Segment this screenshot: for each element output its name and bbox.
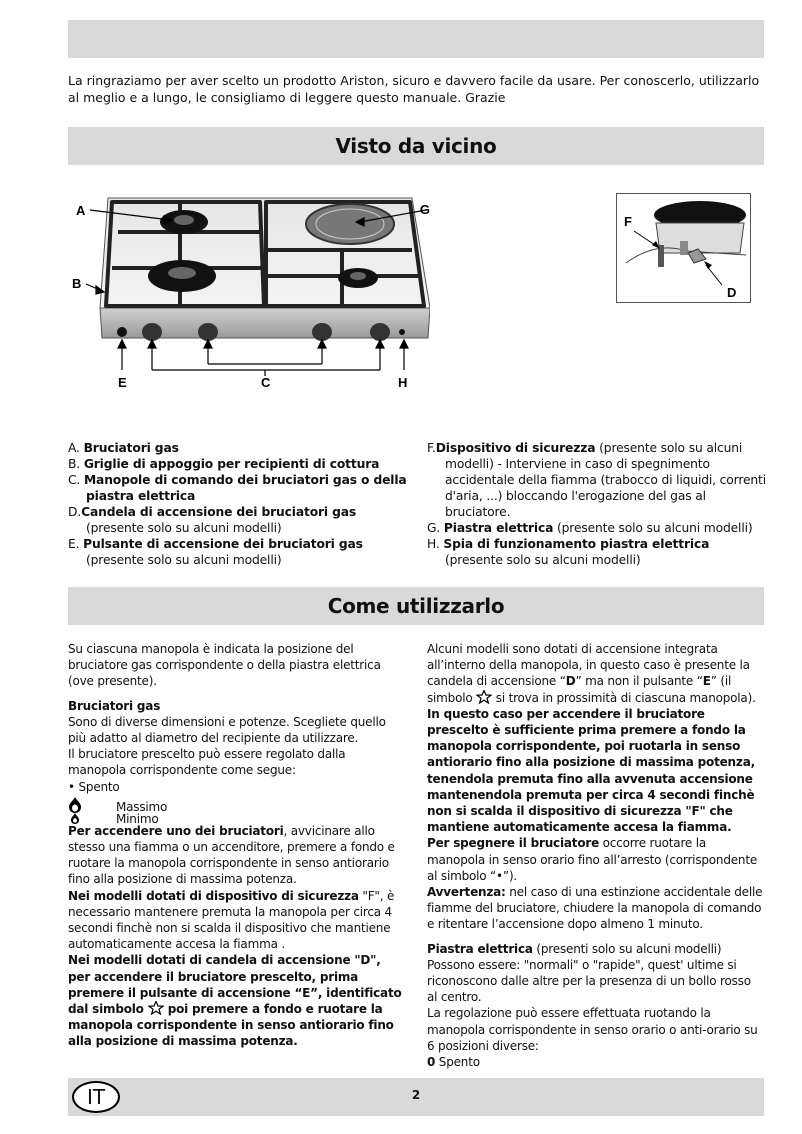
- footer-bar: [68, 1078, 764, 1116]
- diagram-label-h: H: [398, 375, 408, 390]
- right-p3: Per spegnere il bruciatore occorre ruotare la manopola in senso orario fino all’arresto (corrispondente al simbolo “•”).: [427, 836, 758, 883]
- spento-label: • Spento: [68, 779, 120, 794]
- legend-item-g: G. Piastra elettrica (presente solo su alcuni modelli): [427, 521, 753, 535]
- minimo-label: Minimo: [116, 811, 159, 826]
- right-p6: La regolazione può essere effettuata ruotando la manopola corrispondente in senso orario o anti-orario su 6 posizioni diverse:: [427, 1006, 758, 1053]
- section-title-come: Come utilizzarlo: [327, 594, 505, 618]
- right-p7: 0 Spento: [427, 1055, 480, 1070]
- legend-left: [68, 440, 408, 568]
- left-p3: Il bruciatore prescelto può essere regolato dalla manopola corrispondente come segue:: [68, 747, 346, 778]
- right-p4: Avvertenza: nel caso di una estinzione accidentale delle fiamme del bruciatore, chiudere la manopola di comando e ritentare l’accensione dopo almeno 1 minuto.: [427, 885, 763, 932]
- burner-detail-diagram: [616, 193, 751, 303]
- page-number: 2: [411, 1088, 421, 1102]
- diagram-label-f: F: [624, 214, 632, 229]
- right-column: [427, 641, 764, 1070]
- cooktop-diagram: [60, 190, 430, 400]
- legend-item-f: F.Dispositivo di sicurezza (presente solo su alcuni modelli) - Interviene in caso di spegnimento accidentale della fiamma (trabocco di liquidi, correnti d'aria, ...) bloccando l'erogazione del gas al bruciatore.: [427, 441, 766, 519]
- flame-small-icon: [70, 813, 80, 824]
- diagram-label-c: C: [261, 375, 271, 390]
- language-badge: IT: [72, 1081, 120, 1113]
- left-p2: Sono di diverse dimensioni e potenze. Scegliete quello più adatto al diametro del recipiente da utilizzare.: [68, 714, 386, 746]
- right-p5: Possono essere: "normali" o "rapide", quest' ultime si riconoscono dalle altre per la presenza di un bollo rosso al centro.: [427, 957, 751, 1005]
- legend-item-h: H. Spia di funzionamento piastra elettrica (presente solo su alcuni modelli): [427, 537, 710, 567]
- left-p4: Per accendere uno dei bruciatori, avvicinare allo stesso una fiamma o un accenditore, premere a fondo e ruotare la manopola corrispondente in senso antiorario fino alla posizione di massima potenza.: [68, 823, 395, 887]
- diagram-label-d: D: [727, 285, 737, 300]
- header-bar: [68, 20, 764, 58]
- left-column: [68, 641, 405, 1050]
- right-p1: Alcuni modelli sono dotati di accensione integrata all’interno della manopola, in questo caso è presente la candela di accensione “D” ma non il pulsante “E” (il simbolo si trova in prossimità di ciascuna manopola).: [427, 642, 756, 705]
- legend-item-c: C. Manopole di comando dei bruciatori gas o della piastra elettrica: [68, 473, 407, 503]
- heading-piastra-elettrica: Piastra elettrica (presenti solo su alcuni modelli): [427, 941, 722, 956]
- left-p6: Nei modelli dotati di candela di accensione "D", per accendere il bruciatore prescelto, prima premere il pulsante di accensione “E”, identificato dal simbolo poi premere a fondo e ruotare la manopola corrispondente in senso antiorario fino alla posizione di massima potenza.: [68, 953, 402, 1049]
- left-p5: Nei modelli dotati di dispositivo di sicurezza "F", è necessario mantenere premuta la manopola per circa 4 secondi finchè non si scalda il dispositivo che mantiene automaticamente accesa la fiamma .: [68, 888, 395, 952]
- diagram-label-a: A: [76, 203, 86, 218]
- spark-star-icon: [476, 690, 492, 704]
- diagram-label-g: G: [419, 202, 430, 217]
- section-come-utilizzarlo: [68, 587, 764, 625]
- legend-item-b: B. Griglie di appoggio per recipienti di cottura: [68, 457, 380, 471]
- right-p2: In questo caso per accendere il bruciatore prescelto è sufficiente prima premere a fondo la manopola corrispondente, poi ruotarla in senso antiorario fino alla posizione di massima potenza, tenendola premuta fino alla avvenuta accensione mantenendola premuta per circa 4 secondi finchè non si scalda il dispositivo di sicurezza "F" che mantiene automaticamente accesa la fiamma.: [427, 706, 755, 835]
- section-visto-da-vicino: [68, 127, 764, 165]
- flame-large-icon: [68, 797, 82, 813]
- left-p1: Su ciascuna manopola è indicata la posizione del bruciatore gas corrispondente o della piastra elettrica (ove presente).: [68, 642, 381, 689]
- heading-bruciatori-gas: Bruciatori gas: [68, 698, 161, 713]
- diagram-label-b: B: [72, 276, 82, 291]
- legend-right: [427, 440, 767, 568]
- diagram-label-e: E: [118, 375, 127, 390]
- legend-item-d: D.Candela di accensione dei bruciatori gas (presente solo su alcuni modelli): [68, 505, 357, 535]
- section-title-visto: Visto da vicino: [335, 134, 497, 158]
- legend-item-e: E. Pulsante di accensione dei bruciatori gas (presente solo su alcuni modelli): [68, 537, 363, 567]
- intro-text: La ringraziamo per aver scelto un prodotto Ariston, sicuro e davvero facile da usare. Per conoscerlo, utilizzarlo al meglio e a lungo, le consigliamo di leggere questo manuale. Grazie: [68, 73, 760, 105]
- spark-star-icon: [148, 1001, 164, 1015]
- massimo-label: Massimo: [116, 799, 168, 814]
- flame-scale: [68, 797, 405, 826]
- legend-item-a: A. Bruciatori gas: [68, 441, 179, 455]
